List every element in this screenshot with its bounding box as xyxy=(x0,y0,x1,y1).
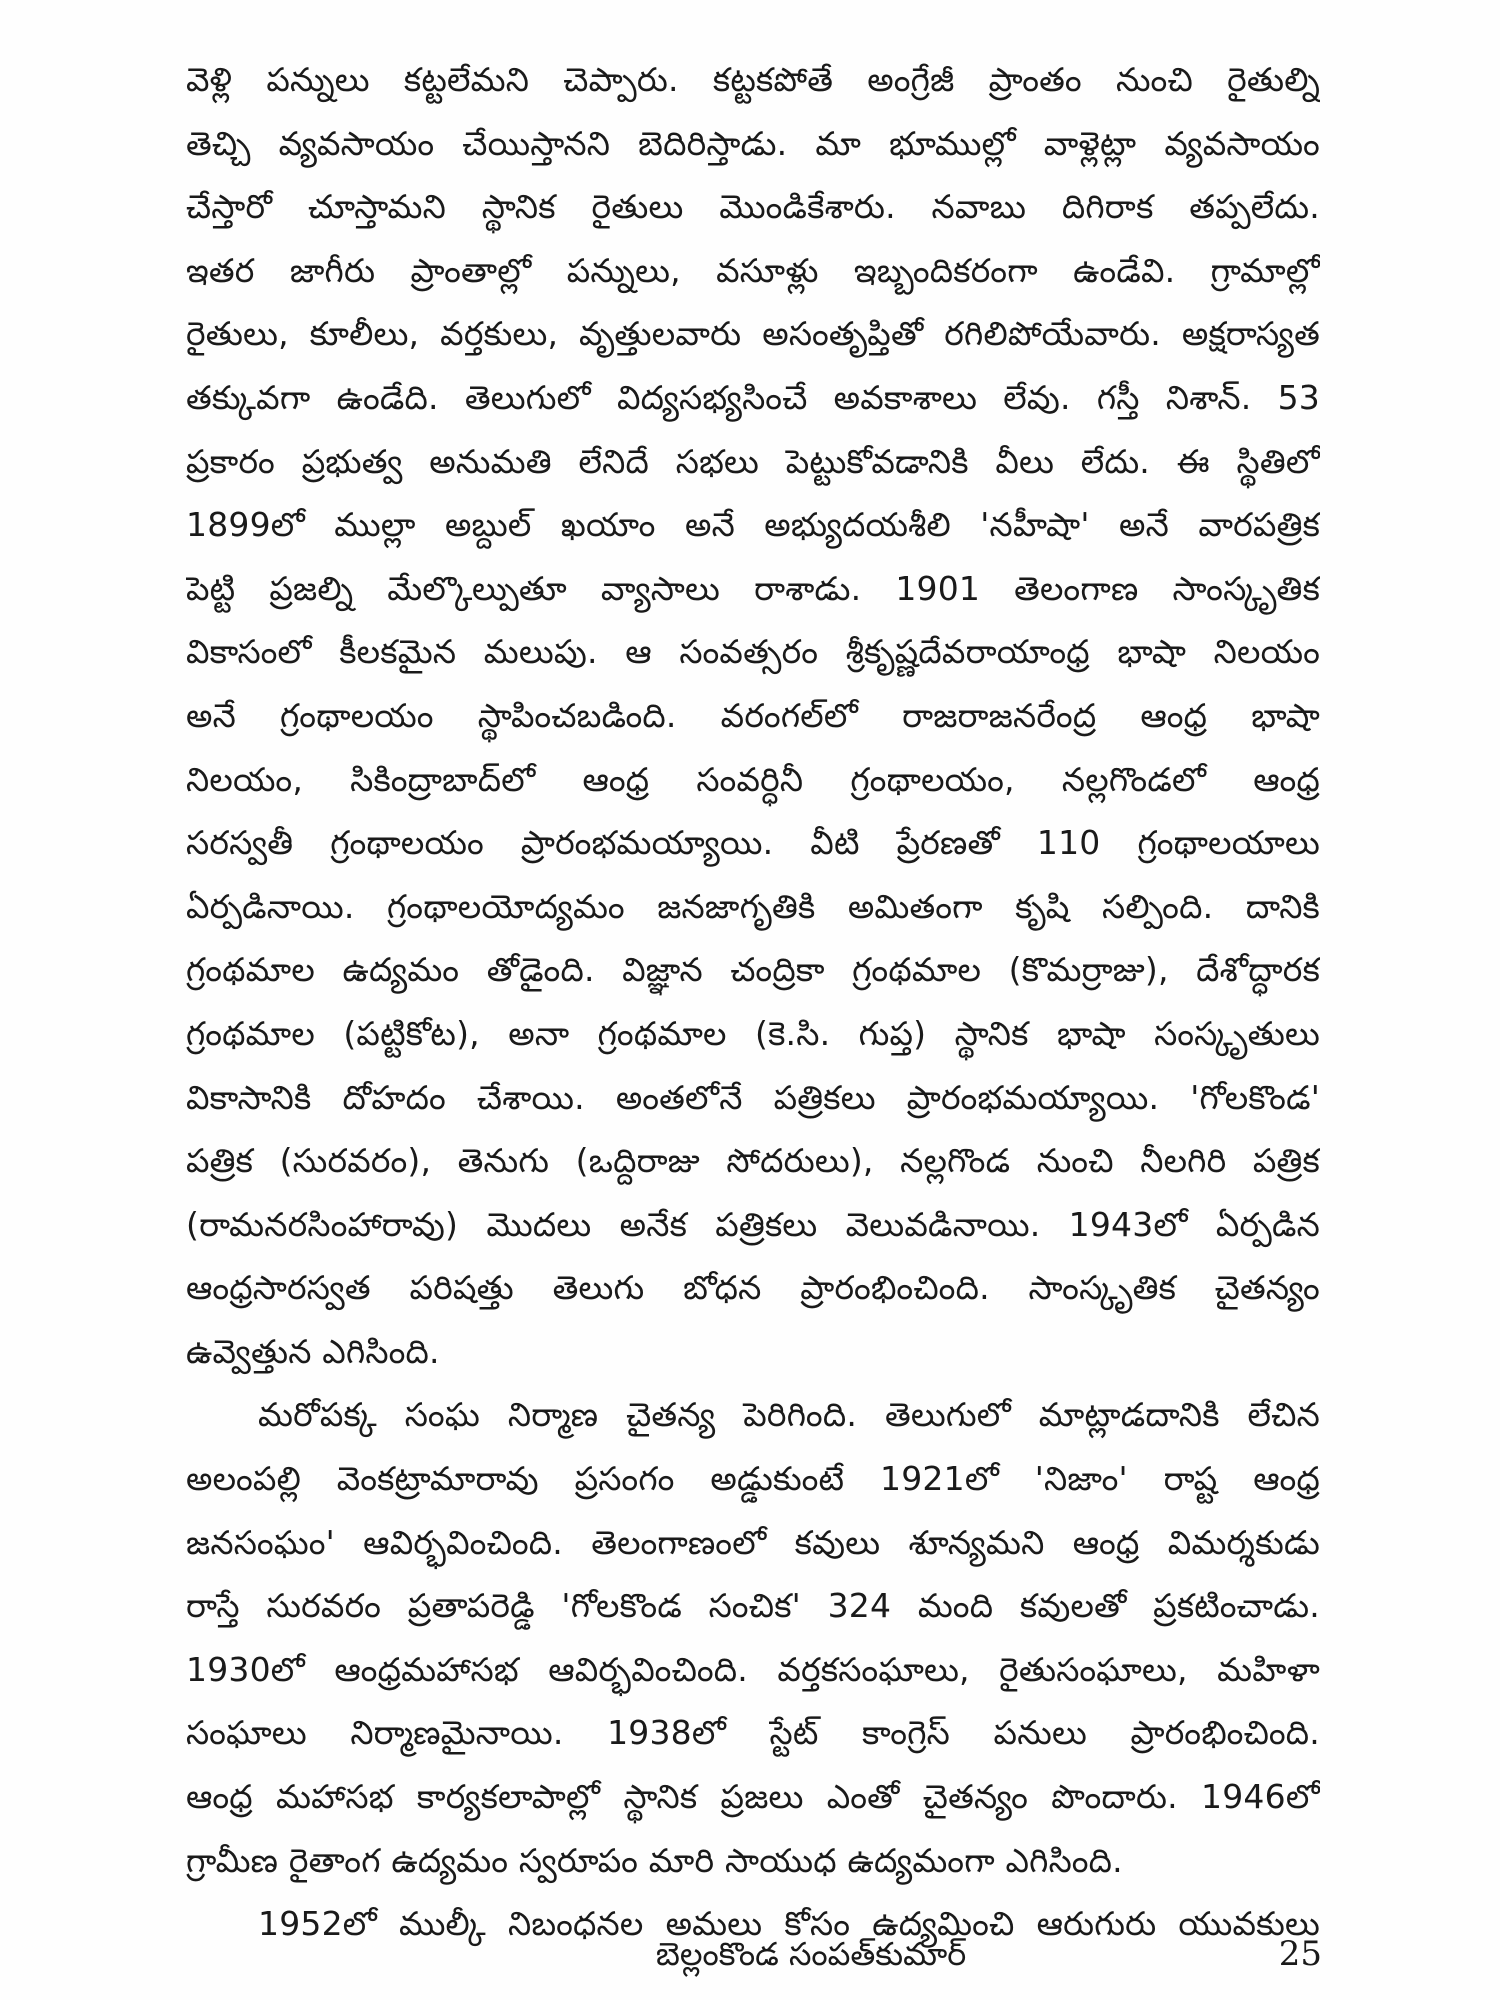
text-line: ఇతర జాగీరు ప్రాంతాల్లో పన్నులు, వసూళ్లు ఇబ్బందికరంగా ఉండేవి. గ్రామాల్లో xyxy=(186,250,1320,290)
text-line: నిలయం, సికింద్రాబాద్‌లో ఆంధ్ర సంవర్ధినీ గ్రంథాలయం, నల్లగొండలో ఆంధ్ర xyxy=(186,759,1320,799)
text-line: తక్కువగా ఉండేది. తెలుగులో విద్యసభ్యసించే అవకాశాలు లేవు. గస్తీ నిశాన్. 53 xyxy=(186,377,1320,417)
text-line: రైతులు, కూలీలు, వర్తకులు, వృత్తులవారు అసంతృప్తితో రగిలిపోయేవారు. అక్షరాస్యత xyxy=(186,314,1320,354)
text-line: ఆంధ్రసారస్వత పరిషత్తు తెలుగు బోధన ప్రారంభించింది. సాంస్కృతిక చైతన్యం xyxy=(186,1268,1320,1308)
text-line: సరస్వతీ గ్రంథాలయం ప్రారంభమయ్యాయి. వీటి ప్రేరణతో 110 గ్రంథాలయాలు xyxy=(186,823,1320,863)
author-name: బెల్లంకొండ సంపత్‌కుమార్ xyxy=(655,1935,967,1973)
text-line: గ్రంథమాల ఉద్యమం తోడైంది. విజ్ఞాన చంద్రికా గ్రంథమాల (కొమర్రాజు), దేశోద్ధారక xyxy=(186,950,1320,990)
text-line: 1899లో ముల్లా అబ్దుల్ ఖయాం అనే అభ్యుదయశీలి 'నహీషా' అనే వారపత్రిక xyxy=(186,505,1320,545)
text-line: పెట్టి ప్రజల్ని మేల్కొల్పుతూ వ్యాసాలు రాశాడు. 1901 తెలంగాణ సాంస్కృతిక xyxy=(186,568,1320,608)
text-line: (రామనరసింహారావు) మొదలు అనేక పత్రికలు వెలువడినాయి. 1943లో ఏర్పడిన xyxy=(186,1204,1320,1244)
text-line: వెళ్లి పన్నులు కట్టలేమని చెప్పారు. కట్టకపోతే అంగ్రేజీ ప్రాంతం నుంచి రైతుల్ని xyxy=(186,60,1320,99)
text-line: అలంపల్లి వెంకట్రామారావు ప్రసంగం అడ్డుకుంటే 1921లో 'నిజాం' రాష్ట ఆంధ్ర xyxy=(186,1459,1320,1499)
text-line: ఉవ్వెత్తున ఎగిసింది. xyxy=(186,1331,440,1371)
text-line: చేస్తారో చూస్తామని స్థానిక రైతులు మొండికేశారు. నవాబు దిగిరాక తప్పలేదు. xyxy=(186,187,1320,227)
text-line: వికాసానికి దోహదం చేశాయి. అంతలోనే పత్రికలు ప్రారంభమయ్యాయి. 'గోలకొండ' xyxy=(186,1077,1320,1117)
text-line: పత్రిక (సురవరం), తెనుగు (ఒద్దిరాజు సోదరులు), నల్లగొండ నుంచి నీలగిరి పత్రిక xyxy=(186,1141,1320,1181)
text-line: 1930లో ఆంధ్రమహాసభ ఆవిర్భవించింది. వర్తకసంఘాలు, రైతుసంఘాలు, మహిళా xyxy=(186,1649,1320,1689)
text-line: సంఘాలు నిర్మాణమైనాయి. 1938లో స్టేట్ కాంగ్రెస్ పనులు ప్రారంభించింది. xyxy=(186,1713,1320,1753)
page-number: 25 xyxy=(1278,1934,1322,1974)
text-line: 1952లో ముల్కీ నిబంధనల అమలు కోసం ఉద్యమించి ఆరుగురు యువకులు xyxy=(258,1904,1320,1944)
text-line: జనసంఘం' ఆవిర్భవించింది. తెలంగాణంలో కవులు శూన్యమని ఆంధ్ర విమర్శకుడు xyxy=(186,1522,1320,1562)
text-line: ప్రకారం ప్రభుత్వ అనుమతి లేనిదే సభలు పెట్టుకోవడానికి వీలు లేదు. ఈ స్థితిలో xyxy=(186,441,1320,481)
body-text xyxy=(186,48,1320,1956)
page-footer xyxy=(0,1928,1500,1980)
text-line: తెచ్చి వ్యవసాయం చేయిస్తానని బెదిరిస్తాడు. మా భూముల్లో వాళ్లెట్లా వ్యవసాయం xyxy=(186,123,1320,163)
text-line: మరోపక్క సంఘ నిర్మాణ చైతన్య పెరిగింది. తెలుగులో మాట్లాడదానికి లేచిన xyxy=(258,1395,1320,1435)
text-line: రాస్తే సురవరం ప్రతాపరెడ్డి 'గోలకొండ సంచిక' 324 మంది కవులతో ప్రకటించాడు. xyxy=(186,1586,1320,1626)
text-line: అనే గ్రంథాలయం స్థాపించబడింది. వరంగల్‌లో రాజరాజనరేంద్ర ఆంధ్ర భాషా xyxy=(186,695,1320,735)
text-line: ఏర్పడినాయి. గ్రంథాలయోద్యమం జనజాగృతికి అమితంగా కృషి సల్పింది. దానికి xyxy=(186,886,1320,926)
text-line: ఆంధ్ర మహాసభ కార్యకలాపాల్లో స్థానిక ప్రజలు ఎంతో చైతన్యం పొందారు. 1946లో xyxy=(186,1777,1320,1817)
text-line: గ్రామీణ రైతాంగ ఉద్యమం స్వరూపం మారి సాయుధ ఉద్యమంగా ఎగిసింది. xyxy=(186,1840,1123,1880)
text-line: గ్రంథమాల (పట్టికోట), అనా గ్రంథమాల (కె.సి. గుప్త) స్థానిక భాషా సంస్కృతులు xyxy=(186,1013,1320,1053)
text-line: వికాసంలో కీలకమైన మలుపు. ఆ సంవత్సరం శ్రీకృష్ణదేవరాయాంధ్ర భాషా నిలయం xyxy=(186,632,1320,672)
